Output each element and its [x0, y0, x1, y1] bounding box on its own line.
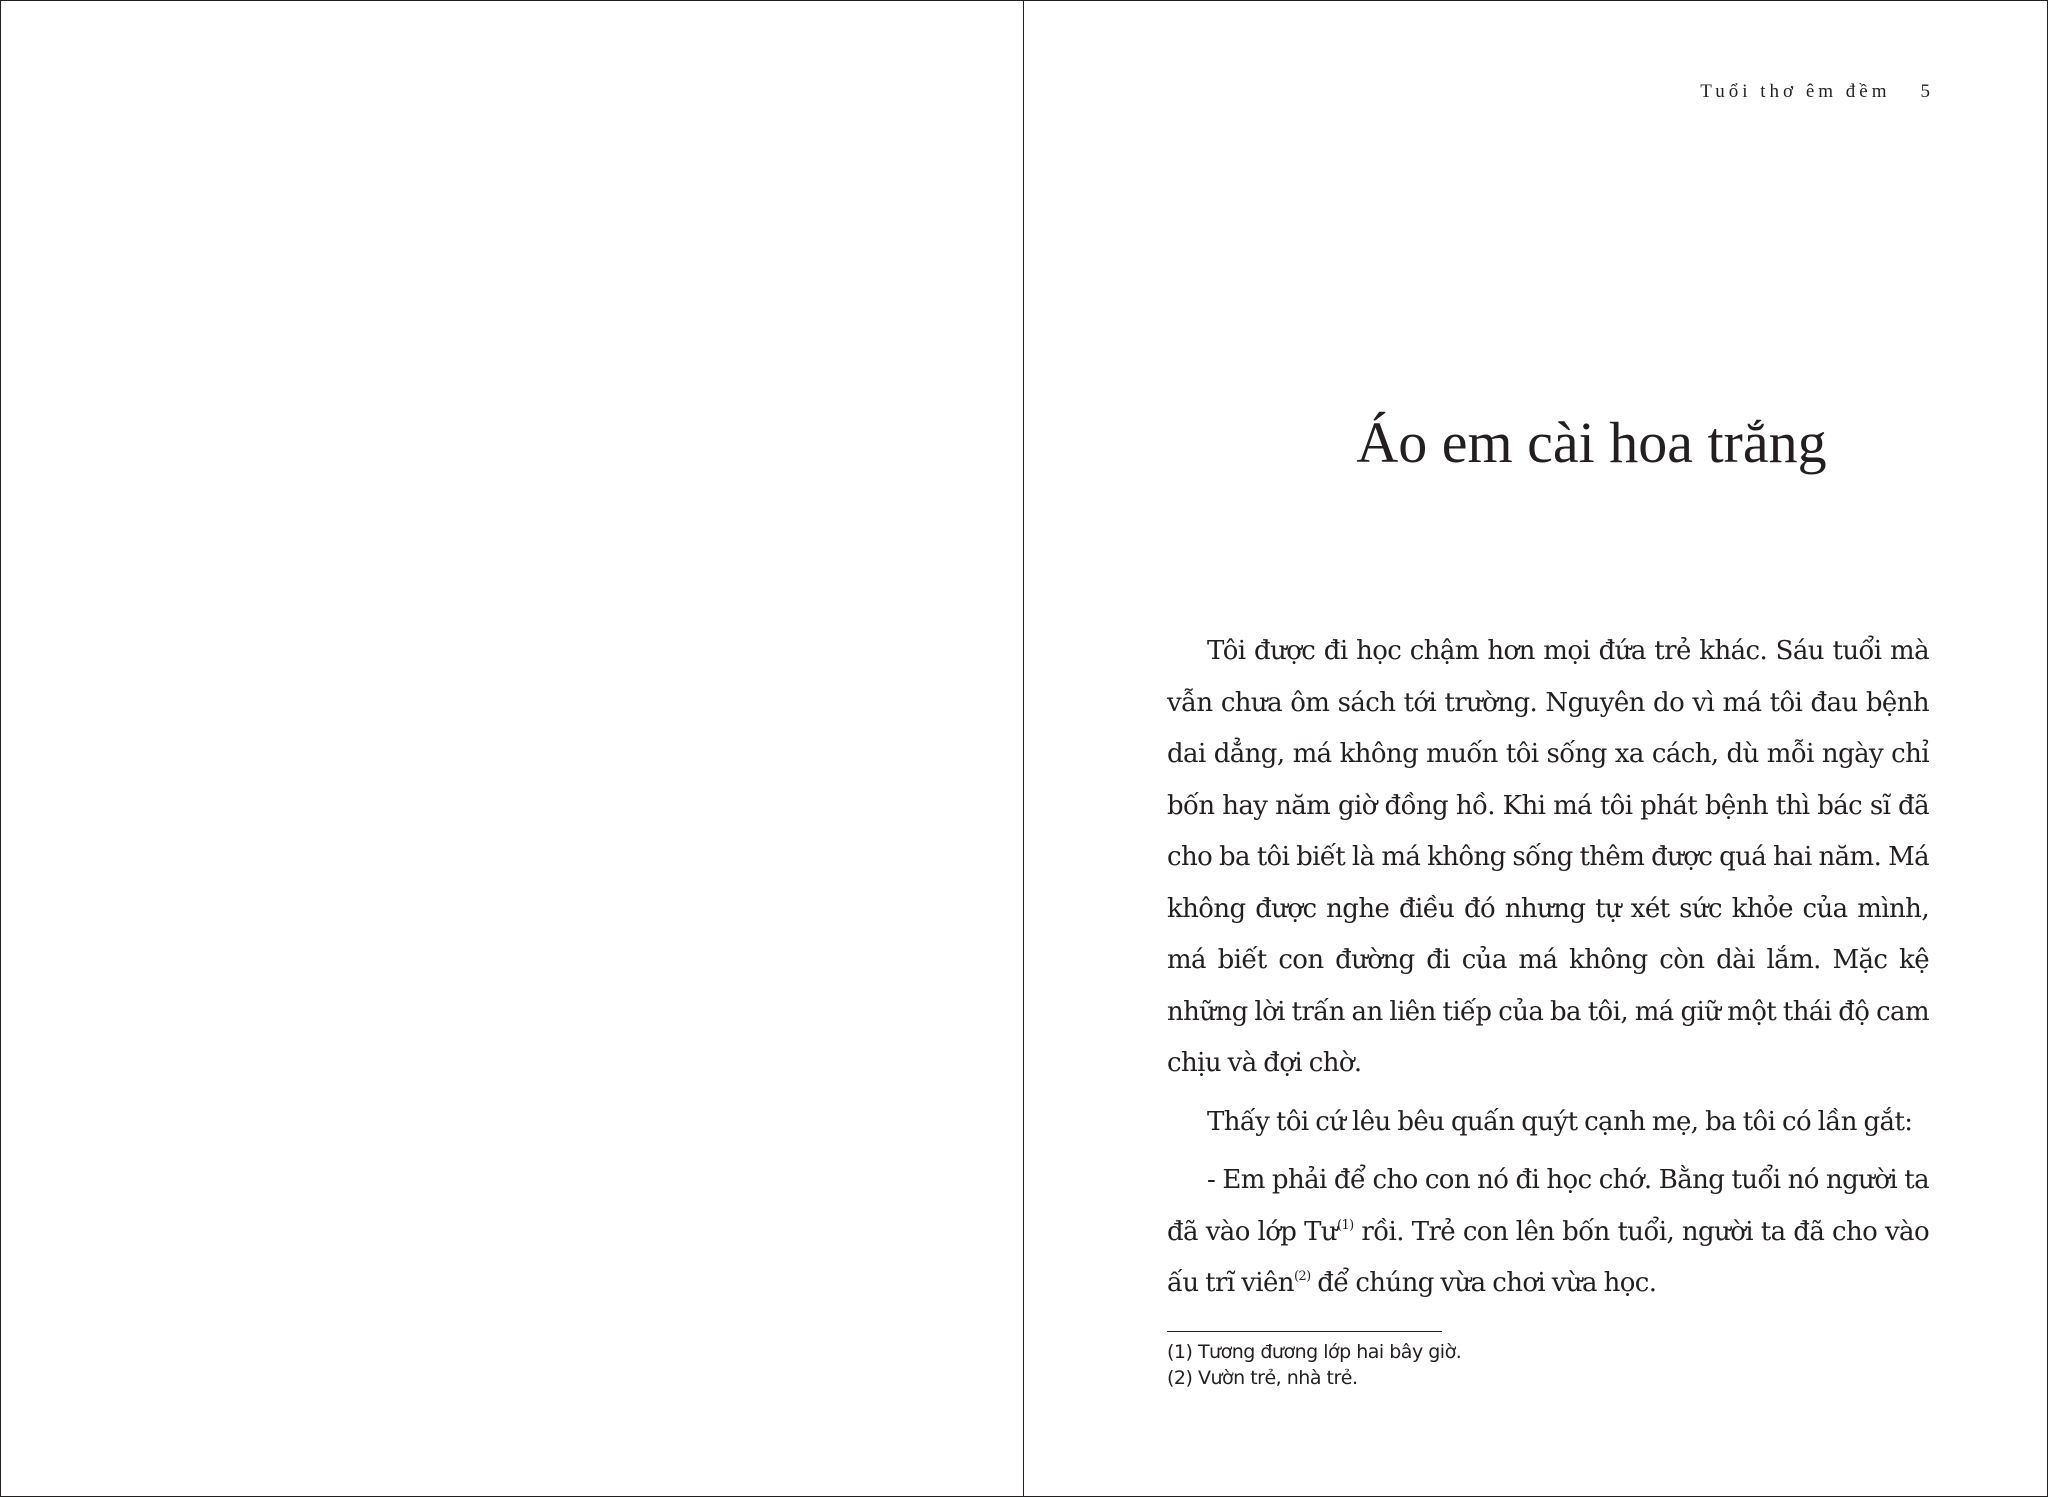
- left-page-blank: [1, 1, 1024, 1496]
- footnote-2: (2) Vườn trẻ, nhà trẻ.: [1167, 1367, 1358, 1389]
- paragraph-3-part-a: - Em phải để cho con nó đi học chớ. Bằng tuổi nó người ta đã vào lớp Tư: [1167, 1165, 1929, 1247]
- footnote-1: (1) Tương đương lớp hai bây giờ.: [1167, 1341, 1462, 1363]
- footnote-ref-2: (2): [1293, 1269, 1311, 1284]
- running-head-title: Tuổi thơ êm đềm: [1700, 81, 1891, 102]
- paragraph-2: Thấy tôi cứ lêu bêu quấn quýt cạnh mẹ, ba tôi có lần gắt:: [1207, 1106, 1913, 1137]
- paragraph-1: Tôi được đi học chậm hơn mọi đứa trẻ khác. Sáu tuổi mà vẫn chưa ôm sách tới trường. Nguyên do vì má tôi đau bệnh dai dẳng, má không muốn tôi sống xa cách, dù mỗi ngày chỉ bốn hay năm giờ đồng hồ. Khi má tôi phát bệnh thì bác sĩ đã cho ba tôi biết là má không sống thêm được quá hai năm. Má không được nghe điều đó nhưng tự xét sức khỏe của mình, má biết con đường đi của má không còn dài lắm. Mặc kệ những lời trấn an liên tiếp của ba tôi, má giữ một thái độ cam chịu và đợi chờ.: [1167, 636, 1929, 1078]
- footnotes: [1167, 1339, 1929, 1391]
- paragraph-3-part-b: rồi. Trẻ con lên bốn tuổi, người ta đã cho vào ấu trĩ viên: [1167, 1216, 1929, 1298]
- right-page: [1024, 1, 2047, 1496]
- footnote-divider: [1167, 1331, 1442, 1332]
- running-head: [1700, 81, 1930, 103]
- paragraph-3-part-c: để chúng vừa chơi vừa học.: [1310, 1268, 1657, 1298]
- chapter-title: Áo em cài hoa trắng: [1356, 410, 1827, 475]
- body-text: [1167, 626, 1929, 1317]
- page-number: 5: [1920, 81, 1930, 102]
- footnote-ref-1: (1): [1337, 1217, 1354, 1233]
- paragraph-3: [1167, 1155, 1929, 1310]
